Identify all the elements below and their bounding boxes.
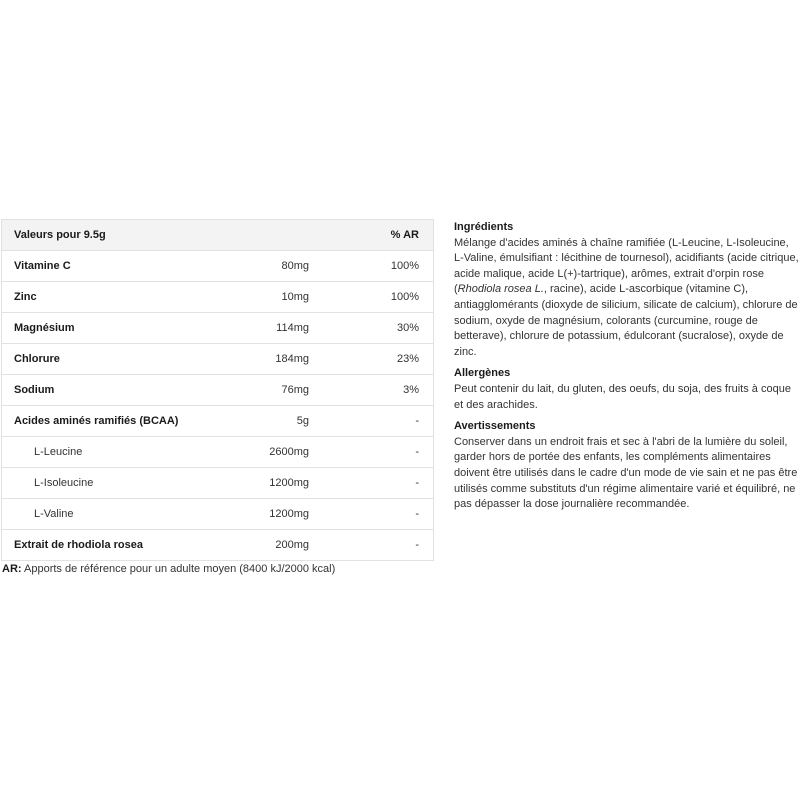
- footnote-text: Apports de référence pour un adulte moyen (8400 kJ/2000 kcal): [24, 563, 336, 575]
- nutrient-name: Zinc: [2, 282, 220, 313]
- nutrient-name: Vitamine C: [2, 251, 220, 282]
- product-info: [454, 220, 800, 519]
- nutrient-ar: -: [309, 499, 434, 530]
- nutrient-ar: 100%: [309, 282, 434, 313]
- ingredients-text: [454, 236, 800, 361]
- nutrient-ar: 100%: [309, 251, 434, 282]
- nutrient-ar: 23%: [309, 344, 434, 375]
- nutrient-name: Magnésium: [2, 313, 220, 344]
- ingredients-text-end: , racine), acide L-ascorbique (vitamine C), antiagglomérants (dioxyde de silicium, silicate de calcium), chlorure de sodium, oxyde de magnésium, colorants (curcumine, rouge de betterave), chlorure de potassium, édulcorant (sucralose), oxyde de zinc.: [454, 283, 798, 358]
- header-ar: % AR: [309, 220, 434, 251]
- nutrient-amount: 1200mg: [219, 468, 309, 499]
- nutrient-amount: 5g: [219, 406, 309, 437]
- nutrient-name: Extrait de rhodiola rosea: [2, 530, 220, 561]
- nutrient-amount: 2600mg: [219, 437, 309, 468]
- nutrient-ar: -: [309, 437, 434, 468]
- table-row-sub: [2, 437, 434, 468]
- table-row: [2, 530, 434, 561]
- nutrient-amount: 184mg: [219, 344, 309, 375]
- ar-footnote: [2, 563, 335, 575]
- table-row: [2, 251, 434, 282]
- nutrient-ar: -: [309, 406, 434, 437]
- table-row: [2, 282, 434, 313]
- table-row: [2, 344, 434, 375]
- warnings-text: Conserver dans un endroit frais et sec à l'abri de la lumière du soleil, garder hors de portée des enfants, les compléments alimentaires doivent être utilisés dans le cadre d'un mode de vie sain et ne pas être utilisés comme substituts d'un régime alimentaire varié et équilibré, ne pas dépasser la dose journalière recommandée.: [454, 435, 798, 511]
- header-amount: [219, 220, 309, 251]
- nutrient-amount: 10mg: [219, 282, 309, 313]
- nutrient-name: Acides aminés ramifiés (BCAA): [2, 406, 220, 437]
- footnote-label: AR:: [2, 563, 22, 575]
- nutrient-name: L-Leucine: [2, 437, 220, 468]
- table-row: [2, 313, 434, 344]
- nutrient-ar: 30%: [309, 313, 434, 344]
- nutrient-amount: 1200mg: [219, 499, 309, 530]
- nutrient-ar: -: [309, 468, 434, 499]
- ingredients-text-start: Mélange d'acides aminés à chaîne ramifiée (L-Leucine, L-Isoleucine, L-Valine, émulsifiant : lécithine de tournesol), acidifiants (acide citrique, acide malique, acide L(+)-tartrique), arômes, extrait d'orpin rose (: [454, 236, 799, 296]
- ingredients-latin-name: Rhodiola rosea L.: [457, 283, 544, 296]
- warnings-title: Avertissements: [454, 420, 536, 433]
- nutrient-amount: 76mg: [219, 375, 309, 406]
- header-label: Valeurs pour 9.5g: [2, 220, 220, 251]
- nutrient-name: Sodium: [2, 375, 220, 406]
- table-row-sub: [2, 468, 434, 499]
- allergens-title: Allergènes: [454, 367, 511, 380]
- nutrition-table: [1, 219, 434, 561]
- nutrient-amount: 114mg: [219, 313, 309, 344]
- nutrient-name: Chlorure: [2, 344, 220, 375]
- ingredients-title: Ingrédients: [454, 221, 514, 233]
- nutrient-amount: 200mg: [219, 530, 309, 561]
- nutrient-name: L-Isoleucine: [2, 468, 220, 499]
- table-row-sub: [2, 499, 434, 530]
- nutrient-amount: 80mg: [219, 251, 309, 282]
- nutrient-name: L-Valine: [2, 499, 220, 530]
- nutrient-ar: 3%: [309, 375, 434, 406]
- table-row: [2, 375, 434, 406]
- nutrient-ar: -: [309, 530, 434, 561]
- allergens-text: Peut contenir du lait, du gluten, des oeufs, du soja, des fruits à coque et des arachides.: [454, 382, 791, 411]
- table-row: [2, 406, 434, 437]
- table-header-row: [2, 220, 434, 251]
